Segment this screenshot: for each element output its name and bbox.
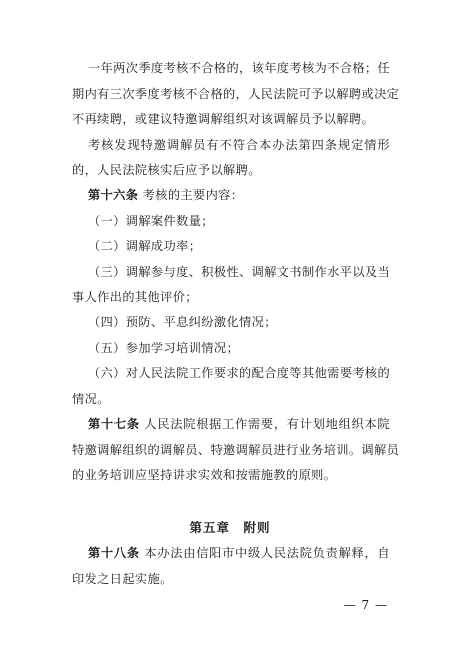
article-17-line-3: 的业务培训应坚持讲求实效和按需施教的原则。: [72, 468, 337, 482]
chapter-heading: 第五章 附则: [189, 520, 271, 535]
article-18-label: 第十八条: [88, 546, 140, 560]
list-item-5: （五）参加学习培训情况；: [88, 341, 240, 355]
body-line-2: 期内有三次季度考核不合格的，人民法院可予以解聘或决定: [72, 87, 400, 101]
body-line-4: 考核发现特邀调解员有不符合本办法第四条规定情形: [88, 138, 390, 152]
article-16-text: 考核的主要内容：: [142, 188, 244, 202]
list-item-6-line-2: 情况。: [72, 392, 110, 406]
article-18-text: 本办法由信阳市中级人民法院负责解释，自: [144, 546, 390, 560]
list-item-6-line-1: （六）对人民法院工作要求的配合度等其他需要考核的: [88, 366, 391, 380]
page-number: — 7 —: [343, 598, 388, 612]
article-16-label: 第十六条: [88, 188, 139, 202]
article-18-line-1: [88, 545, 390, 561]
body-line-1: 一年两次季度考核不合格的，该年度考核为不合格；任: [88, 61, 391, 75]
list-item-4: （四）预防、平息纠纷激化情况；: [88, 315, 277, 329]
list-item-1: （一）调解案件数量；: [88, 214, 214, 228]
article-16-line: [88, 187, 390, 203]
article-18-line-2: 印发之日起实施。: [72, 572, 173, 586]
list-item-2: （二）调解成功率；: [88, 239, 202, 253]
body-line-3: 不再续聘，或建议特邀调解组织对该调解员予以解聘。: [72, 112, 375, 126]
article-17-label: 第十七条: [88, 417, 140, 431]
article-17-text: 人民法院根据工作需要，有计划地组织本院: [144, 417, 390, 431]
article-17-line-1: [88, 416, 390, 432]
list-item-3-line-2: 事人作出的其他评价；: [72, 290, 198, 304]
body-line-5: 的，人民法院核实后应予以解聘。: [72, 163, 261, 177]
list-item-3-line-1: （三）调解参与度、积极性、调解文书制作水平以及当: [88, 265, 391, 279]
article-17-line-2: 特邀调解组织的调解员、特邀调解员进行业务培训。调解员: [72, 443, 400, 457]
